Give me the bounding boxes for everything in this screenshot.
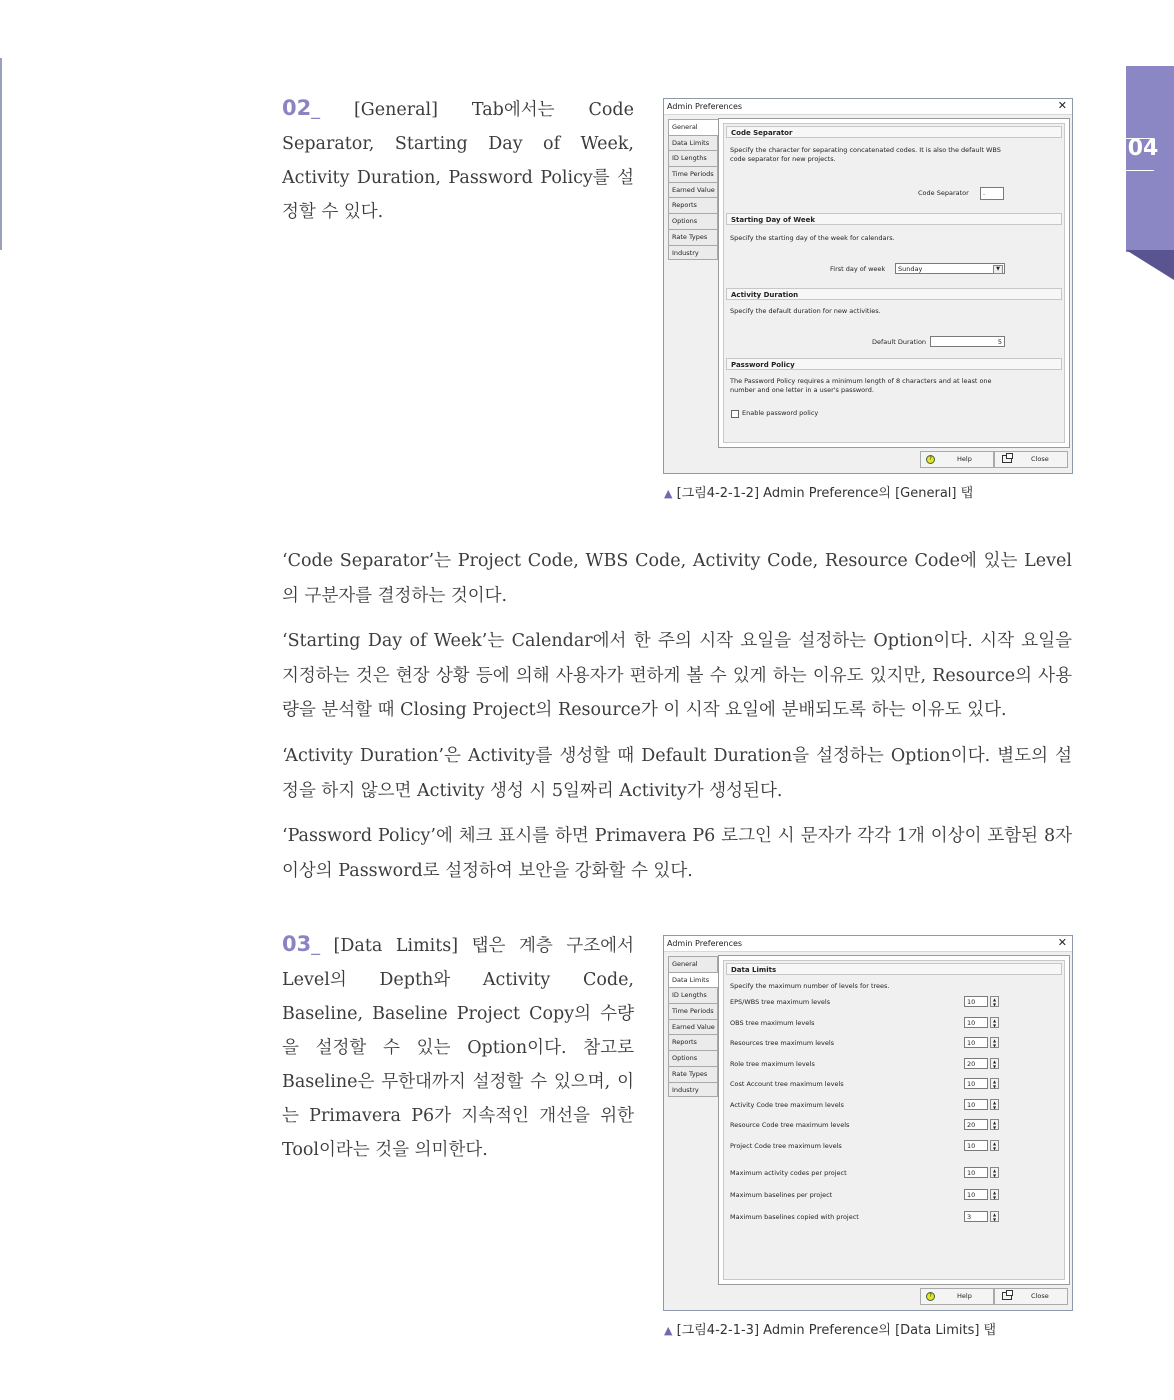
spin-arrows-icon[interactable] (990, 996, 999, 1007)
section-03-number: 03 (282, 932, 312, 956)
spin-down-icon[interactable]: ▼ (992, 1022, 997, 1028)
data-limit-value-input[interactable]: 10 (964, 1140, 988, 1151)
close-window-icon (1002, 1292, 1012, 1300)
chapter-tab (1126, 66, 1174, 252)
spin-arrows-icon[interactable] (990, 1140, 999, 1151)
data-limit-label: Resources tree maximum levels (730, 1039, 835, 1047)
spin-arrows-icon[interactable] (990, 1078, 999, 1089)
code-separator-desc (730, 146, 1001, 164)
data-limit-spinner[interactable] (964, 1037, 1000, 1048)
spin-down-icon[interactable]: ▼ (992, 1125, 997, 1130)
data-limit-label: Cost Account tree maximum levels (730, 1080, 844, 1088)
data-limits-desc: Specify the maximum number of levels for trees. (730, 982, 890, 990)
help-button-label: Help (957, 455, 972, 463)
tab-time-periods[interactable]: Time Periods (668, 166, 718, 182)
spin-up-icon[interactable]: ▲ (992, 997, 997, 1002)
close-button[interactable] (994, 1288, 1068, 1305)
data-limit-spinner[interactable] (964, 996, 1000, 1007)
data-limit-value-input[interactable]: 20 (964, 1119, 988, 1130)
close-button-label: Close (1031, 1292, 1049, 1300)
tab-id-lengths[interactable]: ID Lengths (668, 150, 718, 166)
data-limit-spinner[interactable] (964, 1211, 1000, 1222)
tab-general[interactable]: General (668, 119, 720, 135)
spin-up-icon[interactable]: ▲ (992, 1079, 997, 1084)
spin-down-icon[interactable]: ▼ (992, 1063, 997, 1069)
close-button[interactable] (994, 451, 1068, 468)
spin-arrows-icon[interactable] (990, 1037, 999, 1048)
data-limit-label: EPS/WBS tree maximum levels (730, 998, 831, 1006)
code-separator-desc-line2: code separator for new projects. (730, 155, 836, 163)
dialog2-title: Admin Preferences (667, 939, 743, 948)
caption-marker-icon: ▲ (664, 487, 673, 500)
help-button-label: Help (957, 1292, 972, 1300)
activity-duration-desc: Specify the default duration for new activities. (730, 307, 881, 315)
tab-reports[interactable]: Reports (668, 1034, 718, 1050)
chapter-tab-fold (1126, 250, 1174, 280)
figure-caption-1 (664, 482, 973, 501)
data-limit-value-input[interactable]: 10 (964, 1189, 988, 1200)
data-limit-value-input[interactable]: 10 (964, 996, 988, 1007)
data-limit-label: Maximum activity codes per project (730, 1169, 847, 1177)
tab-data-limits[interactable]: Data Limits (668, 135, 718, 151)
starting-day-desc: Specify the starting day of the week for calendars. (730, 234, 895, 242)
spin-arrows-icon[interactable] (990, 1058, 999, 1069)
section-03-text (282, 927, 634, 1167)
password-policy-desc (730, 377, 992, 395)
data-limit-spinner[interactable] (964, 1017, 1000, 1028)
left-margin-rule (0, 58, 2, 250)
spin-down-icon[interactable]: ▼ (992, 1043, 997, 1048)
close-icon[interactable]: ✕ (1057, 936, 1067, 949)
code-separator-desc-line1: Specify the character for separating concatenated codes. It is also the default WBS (730, 146, 1001, 154)
tab-rate-types[interactable]: Rate Types (668, 1066, 718, 1082)
data-limit-label: Project Code tree maximum levels (730, 1141, 842, 1150)
spin-up-icon[interactable]: ▲ (992, 1120, 997, 1125)
spin-down-icon[interactable]: ▼ (992, 1217, 997, 1222)
data-limit-label: OBS tree maximum levels (730, 1018, 815, 1027)
figure-caption-1-text: [그림4-2-1-2] Admin Preference의 [General] 탭 (676, 486, 974, 501)
admin-preferences-general-dialog (663, 98, 1073, 474)
spin-down-icon[interactable]: ▼ (992, 1195, 997, 1200)
spin-up-icon[interactable]: ▲ (992, 1038, 997, 1043)
section-02-number: 02 (282, 96, 312, 120)
data-limit-value-input[interactable]: 3 (964, 1211, 988, 1222)
data-limits-panel (718, 955, 1070, 1285)
figure-caption-2-text: [그림4-2-1-3] Admin Preference의 [Data Limits] 탭 (676, 1323, 997, 1338)
help-button[interactable] (920, 1288, 994, 1305)
data-limit-label: Role tree maximum levels (730, 1059, 815, 1068)
section-02-intro (282, 91, 634, 229)
preferences-tab-list (668, 119, 718, 260)
tab-earned-value[interactable]: Earned Value (668, 182, 718, 198)
data-limit-spinner[interactable] (964, 1078, 1000, 1089)
section-03-separator: _ (311, 936, 320, 956)
tab-data-limits[interactable]: Data Limits (668, 972, 720, 988)
section-03-body: [Data Limits] 탭은 계층 구조에서 Level의 Depth와 Activity Code, Baseline, Baseline Project Copy의 수량을 설정할 수 있는 Option이다. 참고로 Baseline은 무한대까지 설정할 수 있으며, 이는 Primavera P6가 지속적인 개선을 위한 Tool이라는 것을 의미한다. (282, 936, 634, 1160)
close-button-label: Close (1031, 455, 1049, 463)
section-02-separator: _ (311, 100, 320, 120)
tab-options[interactable]: Options (668, 213, 718, 229)
spin-arrows-icon[interactable] (990, 1211, 999, 1222)
spin-arrows-icon[interactable] (990, 1167, 999, 1178)
section-02-body: [General] Tab에서는 Code Separator, Starting Day of Week, Activity Duration, Password Policy를 설정할 수 있다. (282, 100, 634, 222)
spin-arrows-icon[interactable] (990, 1099, 999, 1110)
tab-general[interactable]: General (668, 956, 718, 972)
data-limit-spinner[interactable] (964, 1099, 1000, 1110)
data-limit-value-input[interactable]: 10 (964, 1017, 988, 1028)
paragraph-starting-day: ‘Starting Day of Week’는 Calendar에서 한 주의 시작 요일을 설정하는 Option이다. 시작 요일을 지정하는 것은 현장 상황 등에 의해 사용자가 편하게 볼 수 있게 하는 이유도 있지만, Resource의 사용량을 분석할 때 Closing Project의 Resource가 이 시작 요일에 분배되도록 하는 이유도 있다. (282, 631, 1072, 720)
data-limit-label: Maximum baselines copied with project (730, 1213, 859, 1221)
caption-marker-icon: ▲ (664, 1324, 673, 1337)
spin-down-icon[interactable]: ▼ (992, 1104, 997, 1110)
password-policy-title: Password Policy (726, 358, 1062, 370)
data-limit-value-input[interactable]: 10 (964, 1167, 988, 1178)
first-day-label: First day of week (830, 265, 886, 273)
chapter-tab-line-bottom (1126, 170, 1154, 171)
default-duration-label: Default Duration (872, 338, 927, 346)
first-day-select[interactable] (895, 263, 1005, 274)
spin-up-icon[interactable]: ▲ (992, 1140, 997, 1146)
tab-industry[interactable]: Industry (668, 245, 718, 261)
data-limit-label: Resource Code tree maximum levels (730, 1121, 850, 1129)
first-day-value: Sunday (898, 265, 923, 273)
section-02-text (282, 91, 634, 229)
data-limits-title: Data Limits (726, 963, 1062, 975)
spin-down-icon[interactable]: ▼ (992, 1002, 997, 1007)
data-limit-value-input[interactable]: 10 (964, 1099, 988, 1110)
data-limit-value-input[interactable]: 10 (964, 1037, 988, 1048)
admin-preferences-data-limits-dialog (663, 935, 1073, 1311)
spin-up-icon[interactable]: ▲ (992, 1168, 997, 1173)
tab-rate-types[interactable]: Rate Types (668, 229, 718, 245)
spin-arrows-icon[interactable] (990, 1119, 999, 1130)
password-policy-desc-line2: number and one letter in a user's password. (730, 386, 874, 394)
code-separator-title: Code Separator (726, 126, 1062, 138)
password-policy-checkbox-label: Enable password policy (742, 409, 819, 417)
tab-options[interactable]: Options (668, 1050, 718, 1066)
activity-duration-title: Activity Duration (726, 288, 1062, 300)
data-limit-spinner[interactable] (964, 1167, 1000, 1178)
data-limit-value-input[interactable]: 10 (964, 1078, 988, 1089)
spin-up-icon[interactable]: ▲ (992, 1058, 997, 1064)
general-panel-inner (723, 123, 1065, 443)
spin-up-icon[interactable]: ▲ (992, 1212, 997, 1217)
help-button[interactable] (920, 451, 994, 468)
paragraph-password-policy: ‘Password Policy’에 체크 표시를 하면 Primavera P6 로그인 시 문자가 각각 1개 이상이 포함된 8자 이상의 Password로 설정하여 보안을 강화할 수 있다. (282, 826, 1072, 881)
spin-down-icon[interactable]: ▼ (992, 1145, 997, 1151)
figure-caption-2 (664, 1319, 996, 1338)
data-limit-value-input[interactable]: 20 (964, 1058, 988, 1069)
tab-time-periods[interactable]: Time Periods (668, 1003, 718, 1019)
spin-up-icon[interactable]: ▲ (992, 1190, 997, 1195)
spin-down-icon[interactable]: ▼ (992, 1084, 997, 1089)
spin-up-icon[interactable]: ▲ (992, 1099, 997, 1105)
code-separator-label: Code Separator (918, 189, 969, 197)
close-window-icon (1002, 455, 1012, 463)
help-icon: ? (926, 1292, 935, 1301)
data-limit-label: Maximum baselines per project (730, 1191, 833, 1199)
chapter-number: 04 (1127, 136, 1159, 161)
paragraph-code-separator: ‘Code Separator’는 Project Code, WBS Code, Activity Code, Resource Code에 있는 Level의 구분자를 결정하는 것이다. (282, 551, 1072, 606)
tab-id-lengths[interactable]: ID Lengths (668, 987, 718, 1003)
dialog-title: Admin Preferences (667, 102, 743, 111)
default-duration-input[interactable]: 5 (930, 336, 1005, 347)
spin-down-icon[interactable]: ▼ (992, 1173, 997, 1178)
data-limits-panel-inner (723, 960, 1065, 1280)
spin-arrows-icon[interactable] (990, 1017, 999, 1028)
section-03-intro (282, 927, 634, 1167)
password-policy-desc-line1: The Password Policy requires a minimum length of 8 characters and at least one (730, 377, 992, 385)
starting-day-title: Starting Day of Week (726, 213, 1062, 225)
tab-earned-value[interactable]: Earned Value (668, 1019, 718, 1035)
paragraph-activity-duration: ‘Activity Duration’은 Activity를 생성할 때 Default Duration을 설정하는 Option이다. 별도의 설정을 하지 않으면 Activity 생성 시 5일짜리 Activity가 생성된다. (282, 746, 1072, 801)
data-limit-label: Activity Code tree maximum levels (730, 1100, 844, 1109)
spin-up-icon[interactable]: ▲ (992, 1017, 997, 1023)
data-limit-spinner[interactable] (964, 1189, 1000, 1200)
code-separator-input[interactable]: . (980, 187, 1004, 200)
spin-arrows-icon[interactable] (990, 1189, 999, 1200)
password-policy-checkbox[interactable] (731, 410, 739, 418)
close-icon[interactable]: ✕ (1057, 99, 1067, 112)
chevron-down-icon[interactable]: ▼ (993, 265, 1003, 274)
tab-reports[interactable]: Reports (668, 197, 718, 213)
data-limit-spinner[interactable] (964, 1140, 1000, 1151)
preferences-tab-list (668, 956, 718, 1097)
help-icon: ? (926, 455, 935, 464)
dialog-titlebar (664, 99, 1072, 115)
data-limit-spinner[interactable] (964, 1119, 1000, 1130)
data-limit-spinner[interactable] (964, 1058, 1000, 1069)
general-panel (718, 118, 1070, 448)
tab-industry[interactable]: Industry (668, 1082, 718, 1098)
dialog2-titlebar (664, 936, 1072, 952)
